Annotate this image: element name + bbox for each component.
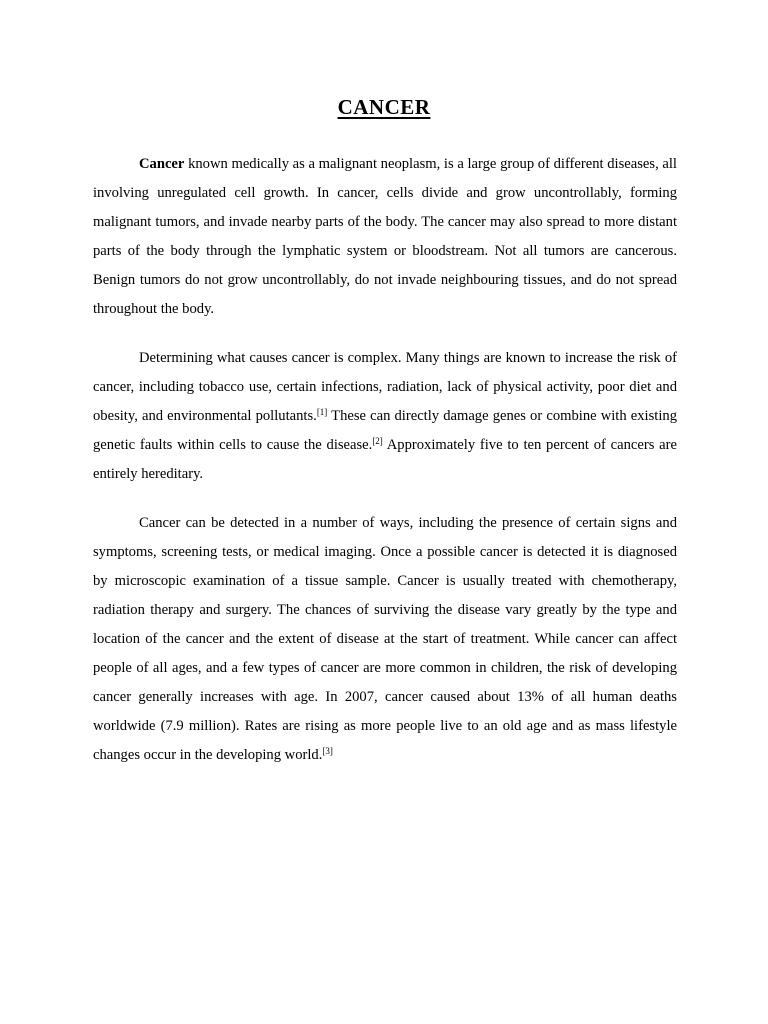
bold-term: Cancer bbox=[139, 156, 185, 172]
document-body bbox=[93, 150, 677, 790]
paragraph-2 bbox=[93, 344, 677, 489]
paragraph-text: Determining what causes cancer is complex. Many things are known to increase the risk of cancer, including tobacco use, certain infections, radiation, lack of physical activity, poor diet and obesity, and environmental pollutants. bbox=[93, 350, 677, 424]
paragraph-3 bbox=[93, 509, 677, 770]
citation-ref[interactable]: [3] bbox=[322, 746, 333, 756]
paragraph-text: Cancer can be detected in a number of ways, including the presence of certain signs and symptoms, screening tests, or medical imaging. Once a possible cancer is detected it is diagnosed by microscopic examination of a tissue sample. Cancer is usually treated with chemotherapy, radiation therapy and surgery. The chances of surviving the disease vary greatly by the type and location of the cancer and the extent of disease at the start of treatment. While cancer can affect people of all ages, and a few types of cancer are more common in children, the risk of developing cancer generally increases with age. In 2007, cancer caused about 13% of all human deaths worldwide (7.9 million). Rates are rising as more people live to an old age and as mass lifestyle changes occur in the developing world. bbox=[93, 515, 677, 763]
paragraph-1 bbox=[93, 150, 677, 324]
paragraph-text: These can directly damage genes or combine with existing genetic faults within cells to cause the disease. bbox=[93, 408, 677, 453]
citation-ref[interactable]: [1] bbox=[316, 407, 328, 417]
document-title: CANCER bbox=[337, 95, 431, 119]
citation-ref[interactable]: [2] bbox=[372, 436, 383, 446]
paragraph-text: known medically as a malignant neoplasm, is a large group of different diseases, all involving unregulated cell growth. In cancer, cells divide and grow uncontrollably, forming malignant tumors, and invade nearby parts of the body. The cancer may also spread to more distant parts of the body through the lymphatic system or bloodstream. Not all tumors are cancerous. Benign tumors do not grow uncontrollably, do not invade neighbouring tissues, and do not spread throughout the body. bbox=[93, 156, 677, 317]
paragraph-text: Approximately five to ten percent of cancers are entirely hereditary. bbox=[93, 437, 677, 482]
